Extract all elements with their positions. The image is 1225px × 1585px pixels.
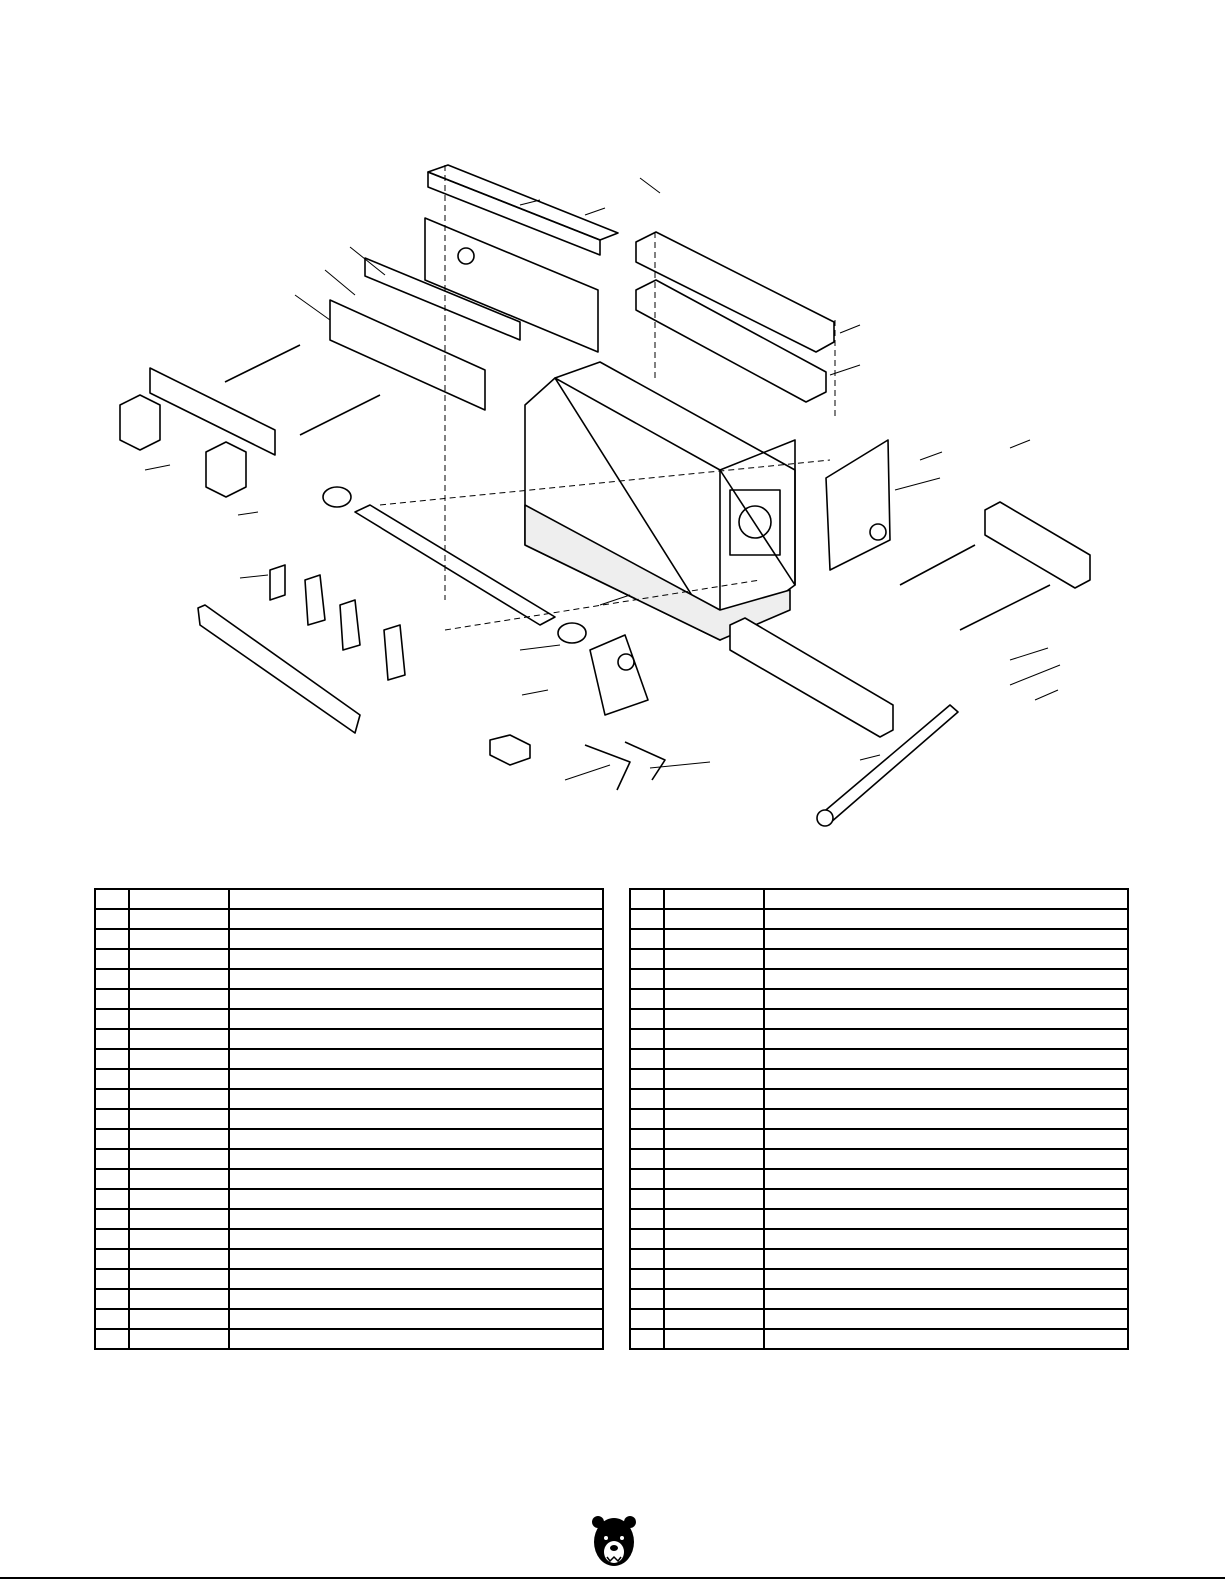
part-number-cell xyxy=(664,1129,764,1149)
part-number-cell xyxy=(664,1109,764,1129)
ref-cell xyxy=(630,969,664,989)
description-cell xyxy=(229,1249,603,1269)
description-cell xyxy=(764,1089,1128,1109)
table-row xyxy=(95,1049,603,1069)
description-cell xyxy=(764,949,1128,969)
description-cell xyxy=(764,1309,1128,1329)
description-cell xyxy=(764,1229,1128,1249)
ref-cell xyxy=(630,989,664,1009)
part-number-cell xyxy=(129,1189,229,1209)
part-number-cell xyxy=(129,969,229,989)
table-row xyxy=(95,1029,603,1049)
gear-segment xyxy=(590,635,648,715)
table-row xyxy=(630,949,1128,969)
part-number-cell xyxy=(129,1229,229,1249)
ref-cell xyxy=(630,1149,664,1169)
part-number-cell xyxy=(129,1309,229,1329)
table-row xyxy=(630,1109,1128,1129)
ref-cell xyxy=(630,1189,664,1209)
part-number-cell xyxy=(129,1049,229,1069)
table-row xyxy=(95,1009,603,1029)
description-cell xyxy=(764,1029,1128,1049)
ref-cell xyxy=(630,1049,664,1069)
description-cell xyxy=(229,1309,603,1329)
table-row xyxy=(95,1109,603,1129)
description-cell xyxy=(764,1329,1128,1349)
ref-cell xyxy=(630,1269,664,1289)
description-cell xyxy=(229,1329,603,1349)
table-row xyxy=(630,1309,1128,1329)
description-cell xyxy=(764,1069,1128,1089)
ref-cell xyxy=(95,989,129,1009)
header-part-number xyxy=(664,889,764,909)
table-row xyxy=(95,1329,603,1349)
table-row xyxy=(95,1069,603,1089)
part-number-cell xyxy=(129,949,229,969)
table-row xyxy=(630,1329,1128,1349)
part-number-cell xyxy=(664,1089,764,1109)
part-number-cell xyxy=(664,1229,764,1249)
ref-cell xyxy=(95,909,129,929)
description-cell xyxy=(764,1249,1128,1269)
table-row xyxy=(95,969,603,989)
ref-cell xyxy=(95,1149,129,1169)
description-cell xyxy=(764,1189,1128,1209)
ref-cell xyxy=(95,1089,129,1109)
part-number-cell xyxy=(664,1149,764,1169)
description-cell xyxy=(229,1029,603,1049)
description-cell xyxy=(229,1269,603,1289)
parts-table-left xyxy=(94,888,604,1350)
description-cell xyxy=(229,1169,603,1189)
part-number-cell xyxy=(129,1289,229,1309)
ref-cell xyxy=(95,1229,129,1249)
table-row xyxy=(630,1269,1128,1289)
table-row xyxy=(630,929,1128,949)
part-number-cell xyxy=(664,1009,764,1029)
ref-cell xyxy=(630,1129,664,1149)
ref-cell xyxy=(630,929,664,949)
description-cell xyxy=(764,1149,1128,1169)
ref-cell xyxy=(95,1329,129,1349)
description-cell xyxy=(229,1069,603,1089)
part-number-cell xyxy=(664,1309,764,1329)
table-row xyxy=(95,1289,603,1309)
ref-cell xyxy=(630,1069,664,1089)
right-rail-assembly xyxy=(636,232,834,402)
table-row xyxy=(630,1089,1128,1109)
part-number-cell xyxy=(664,1249,764,1269)
table-row xyxy=(630,1289,1128,1309)
part-number-cell xyxy=(129,1029,229,1049)
v-block xyxy=(490,735,530,765)
part-number-cell xyxy=(664,1329,764,1349)
part-number-cell xyxy=(129,909,229,929)
description-cell xyxy=(229,1229,603,1249)
left-jaw-assembly xyxy=(120,345,380,497)
description-cell xyxy=(229,909,603,929)
description-cell xyxy=(229,1189,603,1209)
part-number-cell xyxy=(664,1169,764,1189)
description-cell xyxy=(764,1169,1128,1189)
ref-cell xyxy=(95,969,129,989)
ref-cell xyxy=(630,1249,664,1269)
part-number-cell xyxy=(664,1189,764,1209)
ref-cell xyxy=(630,1029,664,1049)
ref-cell xyxy=(630,1169,664,1189)
description-cell xyxy=(764,969,1128,989)
table-row xyxy=(630,1229,1128,1249)
table-row xyxy=(95,1269,603,1289)
table-row xyxy=(95,989,603,1009)
description-cell xyxy=(229,1089,603,1109)
ref-cell xyxy=(630,1209,664,1229)
table-row xyxy=(630,1149,1128,1169)
ref-cell xyxy=(630,1309,664,1329)
description-cell xyxy=(764,1049,1128,1069)
table-row xyxy=(630,909,1128,929)
ref-cell xyxy=(95,1049,129,1069)
ref-cell xyxy=(630,1289,664,1309)
part-number-cell xyxy=(664,1289,764,1309)
table-row xyxy=(630,969,1128,989)
description-cell xyxy=(764,909,1128,929)
table-row xyxy=(95,909,603,929)
jaw-pads xyxy=(198,565,405,733)
table-row xyxy=(630,989,1128,1009)
description-cell xyxy=(764,929,1128,949)
ref-cell xyxy=(630,949,664,969)
description-cell xyxy=(764,1129,1128,1149)
table-row xyxy=(95,949,603,969)
description-cell xyxy=(229,1129,603,1149)
table-row xyxy=(95,1129,603,1149)
header-part-number xyxy=(129,889,229,909)
ref-cell xyxy=(630,909,664,929)
ref-cell xyxy=(95,1169,129,1189)
table-header-row xyxy=(630,889,1128,909)
table-row xyxy=(630,1209,1128,1229)
table-row xyxy=(95,929,603,949)
part-number-cell xyxy=(664,1049,764,1069)
part-number-cell xyxy=(664,909,764,929)
ref-cell xyxy=(630,1109,664,1129)
part-number-cell xyxy=(664,989,764,1009)
part-number-cell xyxy=(129,1149,229,1169)
part-number-cell xyxy=(664,1209,764,1229)
description-cell xyxy=(229,949,603,969)
description-cell xyxy=(764,989,1128,1009)
part-number-cell xyxy=(664,949,764,969)
table-header-row xyxy=(95,889,603,909)
ref-cell xyxy=(630,1329,664,1349)
header-description xyxy=(229,889,603,909)
ref-cell xyxy=(630,1009,664,1029)
part-number-cell xyxy=(129,1009,229,1029)
part-number-cell xyxy=(129,1089,229,1109)
ref-cell xyxy=(95,1269,129,1289)
description-cell xyxy=(229,929,603,949)
ref-cell xyxy=(95,1129,129,1149)
description-cell xyxy=(764,1269,1128,1289)
table-row xyxy=(95,1309,603,1329)
ref-cell xyxy=(95,1009,129,1029)
description-cell xyxy=(229,1149,603,1169)
vise-body xyxy=(525,362,795,640)
table-row xyxy=(95,1209,603,1229)
ref-cell xyxy=(95,1109,129,1129)
table-row xyxy=(630,1009,1128,1029)
part-number-cell xyxy=(129,1329,229,1349)
ref-cell xyxy=(630,1229,664,1249)
part-number-cell xyxy=(664,929,764,949)
description-cell xyxy=(764,1009,1128,1029)
parts-table-right xyxy=(629,888,1129,1350)
ref-cell xyxy=(95,1309,129,1329)
part-number-cell xyxy=(129,989,229,1009)
part-number-cell xyxy=(664,1069,764,1089)
table-row xyxy=(95,1189,603,1209)
description-cell xyxy=(229,1209,603,1229)
grizzly-bear-logo-icon xyxy=(590,1512,638,1576)
description-cell xyxy=(229,1009,603,1029)
part-number-cell xyxy=(664,1029,764,1049)
ref-cell xyxy=(95,1289,129,1309)
ref-cell xyxy=(630,1089,664,1109)
part-number-cell xyxy=(129,1209,229,1229)
ref-cell xyxy=(95,929,129,949)
description-cell xyxy=(229,1049,603,1069)
description-cell xyxy=(229,1109,603,1129)
part-number-cell xyxy=(129,1129,229,1149)
side-cover-plate xyxy=(826,440,890,570)
hex-key-wrenches xyxy=(585,742,665,790)
description-cell xyxy=(764,1289,1128,1309)
table-row xyxy=(630,1169,1128,1189)
part-number-cell xyxy=(129,1169,229,1189)
table-row xyxy=(95,1089,603,1109)
table-row xyxy=(95,1229,603,1249)
description-cell xyxy=(229,1289,603,1309)
description-cell xyxy=(764,1209,1128,1229)
part-number-cell xyxy=(129,1069,229,1089)
description-cell xyxy=(229,969,603,989)
footer-rule xyxy=(0,1577,1225,1579)
ref-cell xyxy=(95,949,129,969)
header-description xyxy=(764,889,1128,909)
part-number-cell xyxy=(664,1269,764,1289)
part-number-cell xyxy=(129,1109,229,1129)
ref-cell xyxy=(95,1029,129,1049)
table-row xyxy=(630,1029,1128,1049)
table-row xyxy=(630,1129,1128,1149)
description-cell xyxy=(229,989,603,1009)
part-number-cell xyxy=(129,929,229,949)
header-ref xyxy=(95,889,129,909)
part-number-cell xyxy=(129,1249,229,1269)
table-row xyxy=(95,1149,603,1169)
ref-cell xyxy=(95,1069,129,1089)
description-cell xyxy=(764,1109,1128,1129)
ref-cell xyxy=(95,1249,129,1269)
table-row xyxy=(630,1189,1128,1209)
table-row xyxy=(630,1049,1128,1069)
table-row xyxy=(95,1169,603,1189)
table-row xyxy=(630,1069,1128,1089)
part-number-cell xyxy=(129,1269,229,1289)
table-row xyxy=(95,1249,603,1269)
part-number-cell xyxy=(664,969,764,989)
table-row xyxy=(630,1249,1128,1269)
ref-cell xyxy=(95,1209,129,1229)
header-ref xyxy=(630,889,664,909)
ref-cell xyxy=(95,1189,129,1209)
